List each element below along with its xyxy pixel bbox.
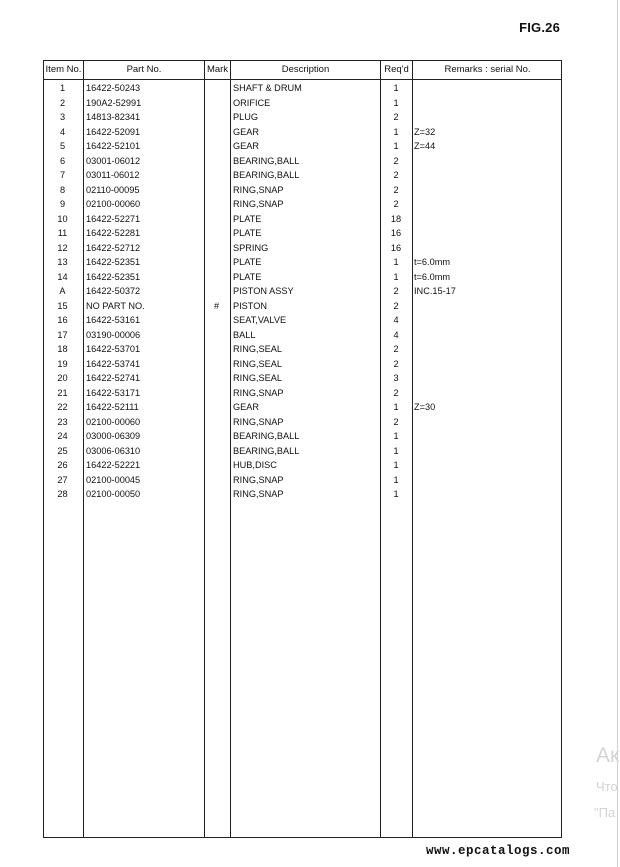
cell-mark [205, 429, 228, 444]
cell-reqd: 1 [393, 271, 399, 282]
cell-remarks [414, 154, 562, 169]
cell-item-no: 6 [59, 155, 66, 166]
cell-mark [205, 154, 228, 169]
table-row [44, 226, 563, 241]
cell-item-no: 24 [57, 431, 68, 441]
cell-reqd: 2 [393, 344, 399, 354]
cell-reqd: 1 [393, 474, 399, 485]
cell-description: RING,SNAP [233, 387, 284, 398]
cell-description: PISTON ASSY [233, 286, 294, 296]
cell-part-no: 16422-52271 [86, 213, 141, 224]
cell-remarks [414, 313, 562, 328]
cell-mark [205, 212, 228, 227]
cell-description: BALL [233, 329, 256, 340]
cell-description: RING,SNAP [233, 184, 284, 195]
table-row [44, 110, 563, 125]
cell-item-no: 18 [57, 344, 68, 354]
cell-part-no: 16422-52351 [86, 257, 141, 267]
cell-description: SHAFT & DRUM [233, 83, 302, 93]
cell-item-no: 11 [57, 228, 68, 238]
cell-reqd: 2 [393, 170, 399, 180]
table-row [44, 371, 563, 386]
cell-mark [205, 415, 228, 430]
cell-description: PLATE [233, 228, 262, 238]
cell-remarks [414, 328, 562, 343]
table-row [44, 168, 563, 183]
cell-reqd: 1 [393, 431, 399, 441]
cell-item-no: 25 [57, 445, 68, 456]
cell-mark [205, 473, 228, 488]
cell-description: ORIFICE [233, 97, 271, 108]
cell-remarks [414, 342, 562, 357]
cell-remarks [414, 357, 562, 372]
cell-description: BEARING,BALL [233, 155, 300, 166]
cell-description: BEARING,BALL [233, 170, 300, 180]
cell-part-no: 03006-06310 [86, 445, 141, 456]
table-row [44, 197, 563, 212]
header-divider [44, 79, 561, 80]
cell-mark [205, 168, 228, 183]
cell-part-no: 16422-52712 [86, 242, 141, 253]
cell-reqd: 2 [393, 184, 399, 195]
cell-mark: # [213, 300, 220, 311]
cell-remarks: t=6.0mm [414, 271, 450, 282]
table-row [44, 357, 563, 372]
cell-remarks [414, 429, 562, 444]
cell-mark [205, 125, 228, 140]
cell-item-no: 20 [57, 373, 68, 383]
cell-description: RING,SNAP [233, 474, 284, 485]
cell-description: RING,SEAL [233, 344, 283, 354]
footer-site: www.epcatalogs.com [425, 844, 570, 858]
cell-part-no: 16422-53741 [86, 358, 141, 369]
header-description: Description [281, 64, 330, 75]
cell-part-no: 16422-53161 [86, 315, 141, 325]
cell-reqd: 2 [393, 387, 399, 398]
cell-remarks: Z=30 [414, 402, 436, 412]
watermark-line-1: Ак [596, 744, 620, 767]
table-row [44, 400, 563, 415]
cell-remarks [414, 473, 562, 488]
cell-item-no: 5 [59, 141, 66, 151]
cell-remarks [414, 212, 562, 227]
cell-remarks [414, 168, 562, 183]
cell-description: PLATE [233, 271, 262, 282]
cell-reqd: 16 [390, 228, 402, 238]
cell-part-no: 16422-52281 [86, 228, 141, 238]
parts-table [43, 60, 562, 838]
cell-reqd: 1 [393, 257, 399, 267]
cell-remarks [414, 487, 562, 502]
cell-part-no: 03000-06309 [86, 431, 141, 441]
cell-part-no: NO PART NO. [86, 300, 145, 311]
cell-remarks [414, 415, 562, 430]
cell-part-no: 02100-00060 [86, 199, 141, 209]
cell-part-no: 16422-52101 [86, 141, 141, 151]
cell-part-no: 16422-53171 [86, 387, 141, 398]
cell-reqd: 2 [393, 416, 399, 427]
header-part-no: Part No. [126, 64, 162, 75]
cell-item-no: 26 [57, 460, 68, 470]
cell-description: GEAR [233, 126, 260, 137]
cell-mark [205, 241, 228, 256]
cell-part-no: 03011-06012 [86, 170, 140, 180]
cell-remarks [414, 197, 562, 212]
cell-mark [205, 96, 228, 111]
table-row [44, 342, 563, 357]
cell-reqd: 1 [393, 126, 399, 137]
cell-reqd: 1 [393, 489, 399, 499]
cell-item-no: 23 [57, 416, 68, 427]
cell-reqd: 1 [393, 460, 399, 470]
cell-remarks [414, 183, 562, 198]
cell-reqd: 16 [390, 242, 402, 253]
cell-item-no: 3 [59, 112, 66, 122]
cell-mark [205, 255, 228, 270]
table-row [44, 255, 563, 270]
cell-part-no: 02100-00050 [86, 489, 141, 499]
cell-item-no: 12 [57, 242, 68, 253]
cell-description: BEARING,BALL [233, 445, 300, 456]
cell-reqd: 4 [393, 315, 399, 325]
cell-part-no: 16422-52221 [86, 460, 141, 470]
cell-reqd: 1 [393, 402, 399, 412]
cell-item-no: 13 [57, 257, 68, 267]
table-row [44, 154, 563, 169]
cell-part-no: 16422-52741 [86, 373, 141, 383]
cell-remarks [414, 110, 562, 125]
watermark-line-2: Что [596, 779, 618, 794]
cell-description: RING,SNAP [233, 416, 284, 427]
table-row [44, 328, 563, 343]
cell-mark [205, 386, 228, 401]
cell-part-no: 16422-52091 [86, 126, 141, 137]
cell-item-no: A [59, 286, 66, 296]
cell-remarks: INC.15-17 [414, 286, 456, 296]
cell-mark [205, 139, 228, 154]
cell-mark [205, 110, 228, 125]
cell-mark [205, 487, 228, 502]
table-row [44, 183, 563, 198]
cell-description: BEARING,BALL [233, 431, 300, 441]
cell-mark [205, 342, 228, 357]
cell-remarks [414, 96, 562, 111]
table-row [44, 284, 563, 299]
cell-part-no: 16422-50243 [86, 83, 141, 93]
table-row [44, 415, 563, 430]
cell-description: GEAR [233, 141, 260, 151]
cell-reqd: 18 [390, 213, 402, 224]
page-edge-line [617, 0, 618, 867]
cell-reqd: 2 [393, 199, 399, 209]
cell-description: SEAT,VALVE [233, 315, 287, 325]
cell-mark [205, 81, 228, 96]
cell-mark [205, 357, 228, 372]
cell-part-no: 16422-53701 [86, 344, 141, 354]
table-row [44, 429, 563, 444]
cell-reqd: 1 [393, 445, 399, 456]
table-row [44, 212, 563, 227]
cell-reqd: 1 [393, 97, 399, 108]
cell-item-no: 17 [57, 329, 68, 340]
cell-item-no: 1 [59, 83, 66, 93]
cell-part-no: 16422-52111 [86, 402, 139, 412]
cell-remarks [414, 386, 562, 401]
table-row [44, 139, 563, 154]
cell-item-no: 2 [59, 97, 66, 108]
cell-item-no: 16 [57, 315, 68, 325]
cell-item-no: 10 [57, 213, 68, 224]
table-row [44, 81, 563, 96]
cell-description: GEAR [233, 402, 260, 412]
header-remarks: Remarks : serial No. [444, 64, 531, 75]
cell-description: PISTON [233, 300, 268, 311]
table-row [44, 96, 563, 111]
cell-reqd: 2 [393, 358, 399, 369]
cell-description: HUB,DISC [233, 460, 277, 470]
table-row [44, 313, 563, 328]
cell-remarks [414, 458, 562, 473]
cell-part-no: 02100-00045 [86, 474, 141, 485]
cell-reqd: 3 [393, 373, 399, 383]
cell-reqd: 4 [393, 329, 399, 340]
cell-mark [205, 284, 228, 299]
cell-mark [205, 328, 228, 343]
cell-reqd: 2 [393, 286, 399, 296]
cell-description: RING,SEAL [233, 358, 283, 369]
cell-remarks: Z=32 [414, 126, 436, 137]
cell-item-no: 15 [57, 300, 68, 311]
table-row [44, 386, 563, 401]
table-row [44, 125, 563, 140]
cell-item-no: 22 [57, 402, 68, 412]
cell-description: RING,SEAL [233, 373, 283, 383]
figure-label: FIG.26 [519, 20, 560, 35]
cell-remarks [414, 81, 562, 96]
cell-item-no: 14 [57, 271, 68, 282]
cell-reqd: 2 [393, 300, 399, 311]
cell-part-no: 03190-00006 [86, 329, 141, 340]
cell-description: PLUG [233, 112, 259, 122]
table-row [44, 270, 563, 285]
cell-description: RING,SNAP [233, 199, 284, 209]
cell-item-no: 28 [57, 489, 68, 499]
table-row [44, 473, 563, 488]
cell-description: PLATE [233, 257, 262, 267]
watermark-line-3: "Па [594, 805, 616, 820]
cell-part-no: 14813-82341 [86, 112, 141, 122]
cell-part-no: 02100-00060 [86, 416, 141, 427]
cell-remarks [414, 226, 562, 241]
cell-reqd: 1 [393, 141, 399, 151]
cell-remarks: Z=44 [414, 141, 436, 151]
cell-mark [205, 197, 228, 212]
cell-mark [205, 400, 228, 415]
cell-mark [205, 270, 228, 285]
cell-remarks [414, 371, 562, 386]
cell-mark [205, 444, 228, 459]
cell-item-no: 19 [57, 358, 68, 369]
cell-mark [205, 458, 228, 473]
cell-part-no: 16422-50372 [86, 286, 141, 296]
cell-mark [205, 183, 228, 198]
cell-reqd: 2 [393, 155, 399, 166]
cell-reqd: 1 [393, 83, 399, 93]
cell-item-no: 7 [59, 170, 66, 180]
table-row [44, 299, 563, 314]
cell-mark [205, 313, 228, 328]
header-reqd: Req'd [384, 64, 409, 75]
table-row [44, 444, 563, 459]
header-mark: Mark [206, 64, 229, 75]
cell-description: PLATE [233, 213, 262, 224]
cell-description: RING,SNAP [233, 489, 284, 499]
cell-part-no: 16422-52351 [86, 271, 141, 282]
cell-item-no: 4 [59, 126, 66, 137]
cell-description: SPRING [233, 242, 269, 253]
cell-item-no: 9 [59, 199, 66, 209]
cell-part-no: 03001-06012 [86, 155, 141, 166]
cell-remarks [414, 299, 562, 314]
table-row [44, 458, 563, 473]
cell-part-no: 190A2-52991 [86, 97, 142, 108]
table-row [44, 487, 563, 502]
cell-item-no: 8 [59, 184, 66, 195]
cell-remarks [414, 241, 562, 256]
table-row [44, 241, 563, 256]
cell-mark [205, 226, 228, 241]
cell-part-no: 02110-00095 [86, 184, 140, 195]
cell-item-no: 21 [57, 387, 68, 398]
cell-item-no: 27 [57, 474, 68, 485]
header-item-no: Item No. [45, 64, 82, 75]
cell-remarks: t=6.0mm [414, 257, 450, 267]
cell-mark [205, 371, 228, 386]
cell-remarks [414, 444, 562, 459]
cell-reqd: 2 [393, 112, 399, 122]
